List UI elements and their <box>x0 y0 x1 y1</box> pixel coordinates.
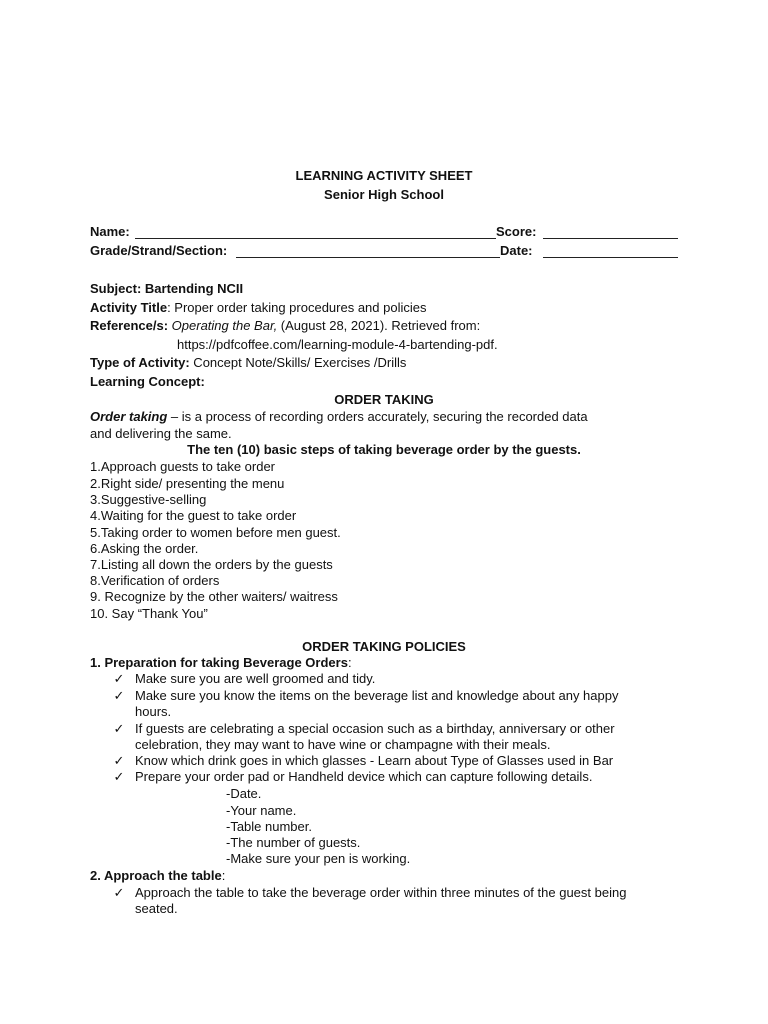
activity-title-value: : Proper order taking procedures and policies <box>167 300 427 315</box>
subject-line: Subject: Bartending NCII <box>90 281 244 296</box>
section1-title-line <box>90 655 352 671</box>
reference-line <box>90 318 480 334</box>
type-label: Type of Activity: <box>90 355 190 370</box>
sheet-subtitle: Senior High School <box>324 187 444 202</box>
type-value: Concept Note/Skills/ Exercises /Drills <box>189 355 407 370</box>
name-label: Name: <box>90 224 130 239</box>
date-blank <box>543 257 678 258</box>
checkmark-icon: ✓ <box>113 769 125 784</box>
order-taking-heading: ORDER TAKING <box>334 392 434 407</box>
steps-heading: The ten (10) basic steps of taking beverage order by the guests. <box>187 442 581 457</box>
section1-item-text: celebration, they may want to have wine or champagne with their meals. <box>135 737 551 752</box>
section2-title: 2. Approach the table <box>90 868 222 883</box>
learning-concept-label: Learning Concept: <box>90 374 205 389</box>
detail-item: -Table number. <box>226 819 312 834</box>
grade-blank <box>236 257 500 258</box>
score-blank <box>543 238 678 239</box>
activity-title-line <box>90 300 427 316</box>
checkmark-icon: ✓ <box>113 753 125 768</box>
section2-title-line <box>90 868 225 884</box>
checkmark-icon: ✓ <box>113 721 125 736</box>
sheet-title: LEARNING ACTIVITY SHEET <box>295 168 473 183</box>
detail-item: -The number of guests. <box>226 835 361 850</box>
detail-item: -Date. <box>226 786 262 801</box>
step-item: 10. Say “Thank You” <box>90 606 208 621</box>
section1-item-text: Know which drink goes in which glasses - Learn about Type of Glasses used in Bar <box>135 753 614 768</box>
checkmark-icon: ✓ <box>113 885 125 900</box>
activity-title-label: Activity Title <box>90 300 168 315</box>
reference-label: Reference/s: <box>90 318 169 333</box>
name-blank <box>135 238 496 239</box>
definition-line-1 <box>90 409 588 425</box>
section1-item-text: If guests are celebrating a special occasion such as a birthday, anniversary or other <box>135 721 615 736</box>
section2-item-text: seated. <box>135 901 178 916</box>
reference-url: https://pdfcoffee.com/learning-module-4-bartending-pdf. <box>177 337 498 352</box>
date-label: Date: <box>500 243 533 258</box>
policies-heading: ORDER TAKING POLICIES <box>302 639 466 654</box>
section1-item-text: Make sure you are well groomed and tidy. <box>135 671 376 686</box>
section2-item-text: Approach the table to take the beverage order within three minutes of the guest being <box>135 885 627 900</box>
step-item: 6.Asking the order. <box>90 541 199 556</box>
checkmark-icon: ✓ <box>113 688 125 703</box>
definition-text: – is a process of recording orders accurately, securing the recorded data <box>167 409 588 424</box>
step-item: 3.Suggestive-selling <box>90 492 207 507</box>
step-item: 4.Waiting for the guest to take order <box>90 508 297 523</box>
step-item: 2.Right side/ presenting the menu <box>90 476 285 491</box>
detail-item: -Make sure your pen is working. <box>226 851 411 866</box>
step-item: 8.Verification of orders <box>90 573 220 588</box>
section1-title: 1. Preparation for taking Beverage Orders <box>90 655 348 670</box>
step-item: 1.Approach guests to take order <box>90 459 276 474</box>
step-item: 5.Taking order to women before men guest. <box>90 525 341 540</box>
step-item: 7.Listing all down the orders by the guests <box>90 557 333 572</box>
grade-label: Grade/Strand/Section: <box>90 243 228 258</box>
section2-colon: : <box>221 868 226 883</box>
checkmark-icon: ✓ <box>113 671 125 686</box>
reference-title: Operating the Bar, <box>171 318 278 333</box>
section1-colon: : <box>347 655 352 670</box>
section1-item-text: hours. <box>135 704 172 719</box>
definition-term: Order taking <box>90 409 168 424</box>
step-item: 9. Recognize by the other waiters/ waitress <box>90 589 338 604</box>
reference-rest: (August 28, 2021). Retrieved from: <box>277 318 481 333</box>
type-of-activity-line <box>90 355 406 371</box>
score-label: Score: <box>496 224 537 239</box>
definition-line-2: and delivering the same. <box>90 426 232 441</box>
section1-item-text: Prepare your order pad or Handheld device which can capture following details. <box>135 769 593 784</box>
section1-item-text: Make sure you know the items on the beverage list and knowledge about any happy <box>135 688 619 703</box>
detail-item: -Your name. <box>226 803 297 818</box>
